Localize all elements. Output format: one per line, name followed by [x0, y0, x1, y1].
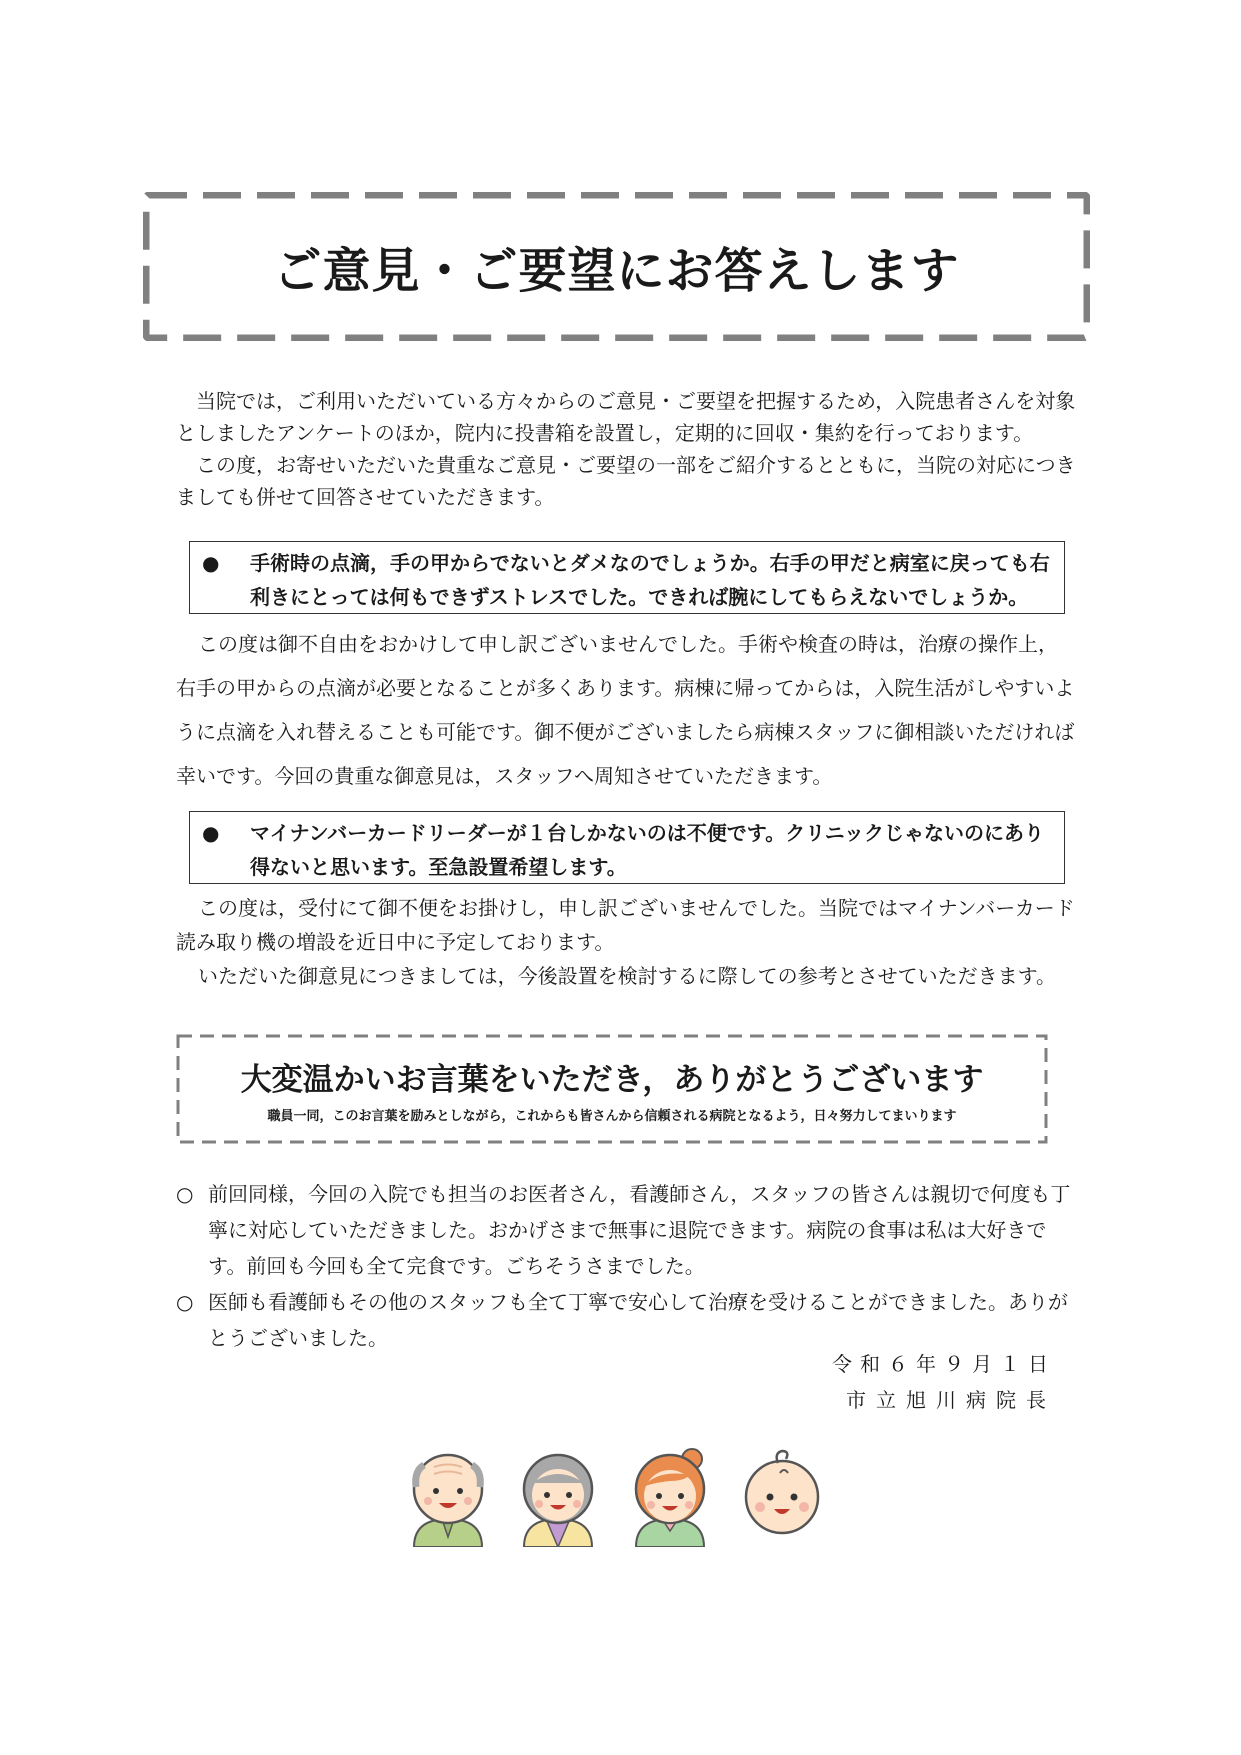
people-illustration — [404, 1447, 844, 1547]
intro-paragraph: この度，お寄せいただいた貴重なご意見・ご要望の一部をご紹介するとともに，当院の対応につきましても併せて回答させていただきます。 — [176, 453, 1076, 509]
grandma-icon — [524, 1455, 592, 1547]
bullet-icon: ● — [202, 551, 220, 575]
answer — [176, 622, 1076, 798]
title-box — [143, 192, 1090, 341]
question-box — [189, 541, 1065, 614]
comment-text: 医師も看護師もその他のスタッフも全て丁寧で安心して治療を受けることができました。ありがとうございました。 — [208, 1290, 1068, 1350]
comment-item — [176, 1176, 1076, 1284]
circle-icon: ○ — [176, 1290, 194, 1314]
comment-text: 前回同様，今回の入院でも担当のお医者さん，看護師さん，スタッフの皆さんは親切で何度も丁寧に対応していただきました。おかげさまで無事に退院できます。病院の食事は私は大好きです。前回も今回も全て完食です。ごちそうさまでした。 — [208, 1182, 1071, 1278]
date: 令和６年９月１日 — [832, 1352, 1056, 1376]
question-text: マイナンバーカードリーダーが１台しかないのは不便です。クリニックじゃないのにあり得ないと思います。至急設置希望します。 — [250, 821, 1044, 879]
baby-icon — [746, 1451, 818, 1533]
thanks-title: 大変温かいお言葉をいただき，ありがとうございます — [240, 1062, 984, 1098]
page-title: ご意見・ご要望にお答えします — [273, 243, 960, 299]
woman-icon — [636, 1449, 704, 1547]
answer-paragraph: いただいた御意見につきましては，今後設置を検討するに際しての参考とさせていただきます。 — [198, 964, 1056, 988]
circle-icon: ○ — [176, 1182, 194, 1206]
thanks-subtitle: 職員一同，このお言葉を励みとしながら，これからも皆さんから信頼される病院となるよう，日々努力してまいります — [267, 1109, 957, 1124]
question-text: 手術時の点滴，手の甲からでないとダメなのでしょうか。右手の甲だと病室に戻っても右利きにとっては何もできずストレスでした。できれば腕にしてもらえないでしょうか。 — [250, 551, 1050, 609]
answer-paragraph: この度は御不自由をおかけして申し訳ございませんでした。手術や検査の時は，治療の操作上，右手の甲からの点滴が必要となることが多くあります。病棟に帰ってからは，入院生活がしやすいように点滴を入れ替えることも可能です。御不便がございましたら病棟スタッフに御相談いただければ幸いです。今回の貴重な御意見は，スタッフへ周知させていただきます。 — [176, 632, 1075, 788]
comment-item — [176, 1284, 1076, 1356]
answer-paragraph: この度は，受付にて御不便をお掛けし，申し訳ございませんでした。当院ではマイナンバーカード読み取り機の増設を近日中に予定しております。 — [176, 896, 1075, 954]
answer — [176, 891, 1076, 993]
question-box — [189, 811, 1065, 884]
intro-paragraph: 当院では，ご利用いただいている方々からのご意見・ご要望を把握するため，入院患者さんを対象としましたアンケートのほか，院内に投書箱を設置し，定期的に回収・集約を行っております。 — [176, 389, 1076, 445]
thanks-box — [176, 1034, 1048, 1144]
comments — [176, 1176, 1076, 1356]
bullet-icon: ● — [202, 821, 220, 845]
signature: 市立旭川病院長 — [846, 1388, 1056, 1412]
intro — [176, 385, 1076, 513]
grandpa-icon — [414, 1455, 482, 1547]
